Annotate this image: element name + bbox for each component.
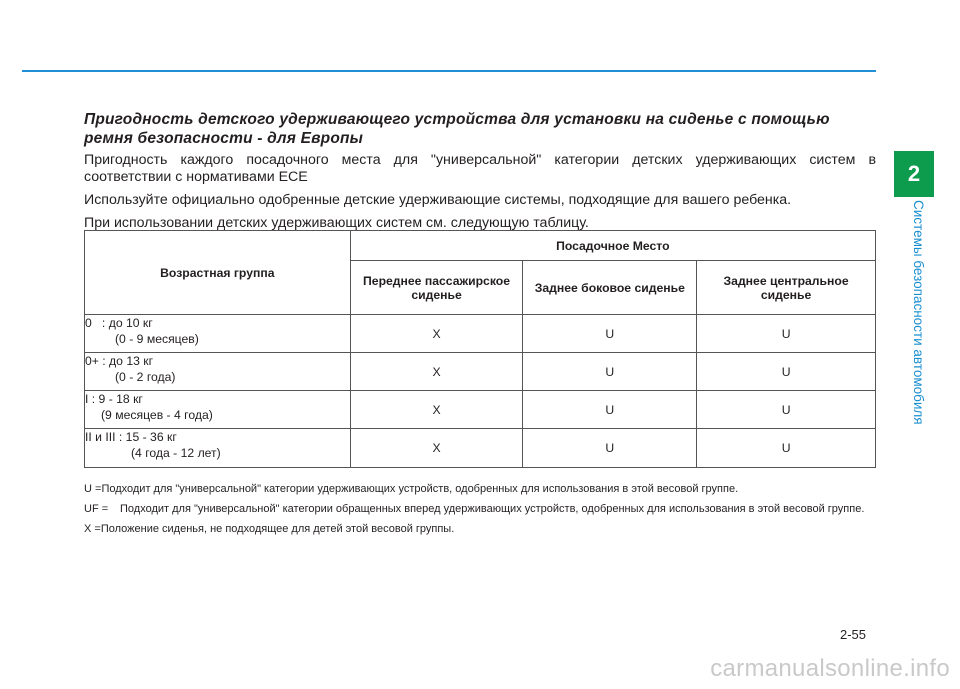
age-range: (0 - 9 месяцев) (115, 332, 199, 346)
value-rear-outboard: U (523, 429, 697, 468)
age-range: (0 - 2 года) (115, 370, 176, 384)
value-rear-center: U (697, 353, 876, 391)
paragraph-suitability: Пригодность каждого посадочного места для "универсальной" категории детских удерживающих систем в соответствии с нормативами ECE (84, 152, 876, 185)
table-row (85, 315, 876, 353)
section-heading: Пригодность детского удерживающего устройства для установки на сиденье с помощью ремня безопасности - для Европы (84, 111, 830, 147)
value-rear-center: U (697, 391, 876, 429)
table-row (85, 429, 876, 468)
age-group-cell (85, 315, 351, 353)
note-x (84, 522, 876, 537)
weight-group: II и III : 15 - 36 кг (85, 430, 177, 444)
paragraph-see-table: При использовании детских удерживающих систем см. следующую таблицу. (84, 215, 589, 231)
seat-position-header: Посадочное Место (350, 231, 875, 261)
note-uf (84, 502, 876, 517)
value-rear-center: U (697, 429, 876, 468)
weight-group: I : 9 - 18 кг (85, 392, 143, 406)
age-group-cell (85, 353, 351, 391)
note-u (84, 482, 876, 497)
main-content (84, 110, 876, 232)
weight-group: 0+ : до 13 кг (85, 354, 154, 368)
column-header-front-passenger: Переднее пассажирское сиденье (350, 261, 523, 315)
chapter-title: Системы безопасности автомобиля (911, 200, 926, 425)
header-rule (22, 70, 876, 72)
value-rear-outboard: U (523, 315, 697, 353)
value-front-passenger: X (350, 429, 523, 468)
note-key: UF = (84, 503, 109, 515)
column-header-rear-center: Заднее центральное сиденье (697, 261, 876, 315)
note-key: X = (84, 523, 101, 535)
value-front-passenger: X (350, 315, 523, 353)
value-rear-outboard: U (523, 353, 697, 391)
value-front-passenger: X (350, 353, 523, 391)
value-front-passenger: X (350, 391, 523, 429)
age-range: (4 года - 12 лет) (131, 446, 221, 460)
note-text: Положение сиденья, не подходящее для детей этой весовой группы. (100, 523, 455, 535)
paragraph-approved: Используйте официально одобренные детские удерживающие системы, подходящие для вашего ребенка. (84, 192, 792, 208)
table-notes (84, 482, 876, 542)
note-text: Подходит для "универсальной" категории обращенных вперед удерживающих устройств, одобренных для использования в этой весовой группе. (120, 503, 865, 515)
age-group-cell (85, 391, 351, 429)
age-group-cell (85, 429, 351, 468)
weight-group: 0 : до 10 кг (85, 316, 153, 330)
table-row (85, 391, 876, 429)
value-rear-center: U (697, 315, 876, 353)
page-number: 2-55 (840, 627, 867, 642)
note-key: U = (84, 483, 102, 495)
note-text: Подходит для "универсальной" категории удерживающих устройств, одобренных для использования в этой весовой группе. (101, 483, 739, 495)
column-header-rear-outboard: Заднее боковое сиденье (523, 261, 697, 315)
age-range: (9 месяцев - 4 года) (101, 408, 213, 422)
chapter-number-tab[interactable]: 2 (894, 151, 934, 197)
seat-suitability-table (84, 230, 876, 468)
watermark: carmanualsonline.info (710, 655, 950, 682)
age-group-header: Возрастная группа (85, 231, 351, 315)
value-rear-outboard: U (523, 391, 697, 429)
table-row (85, 353, 876, 391)
